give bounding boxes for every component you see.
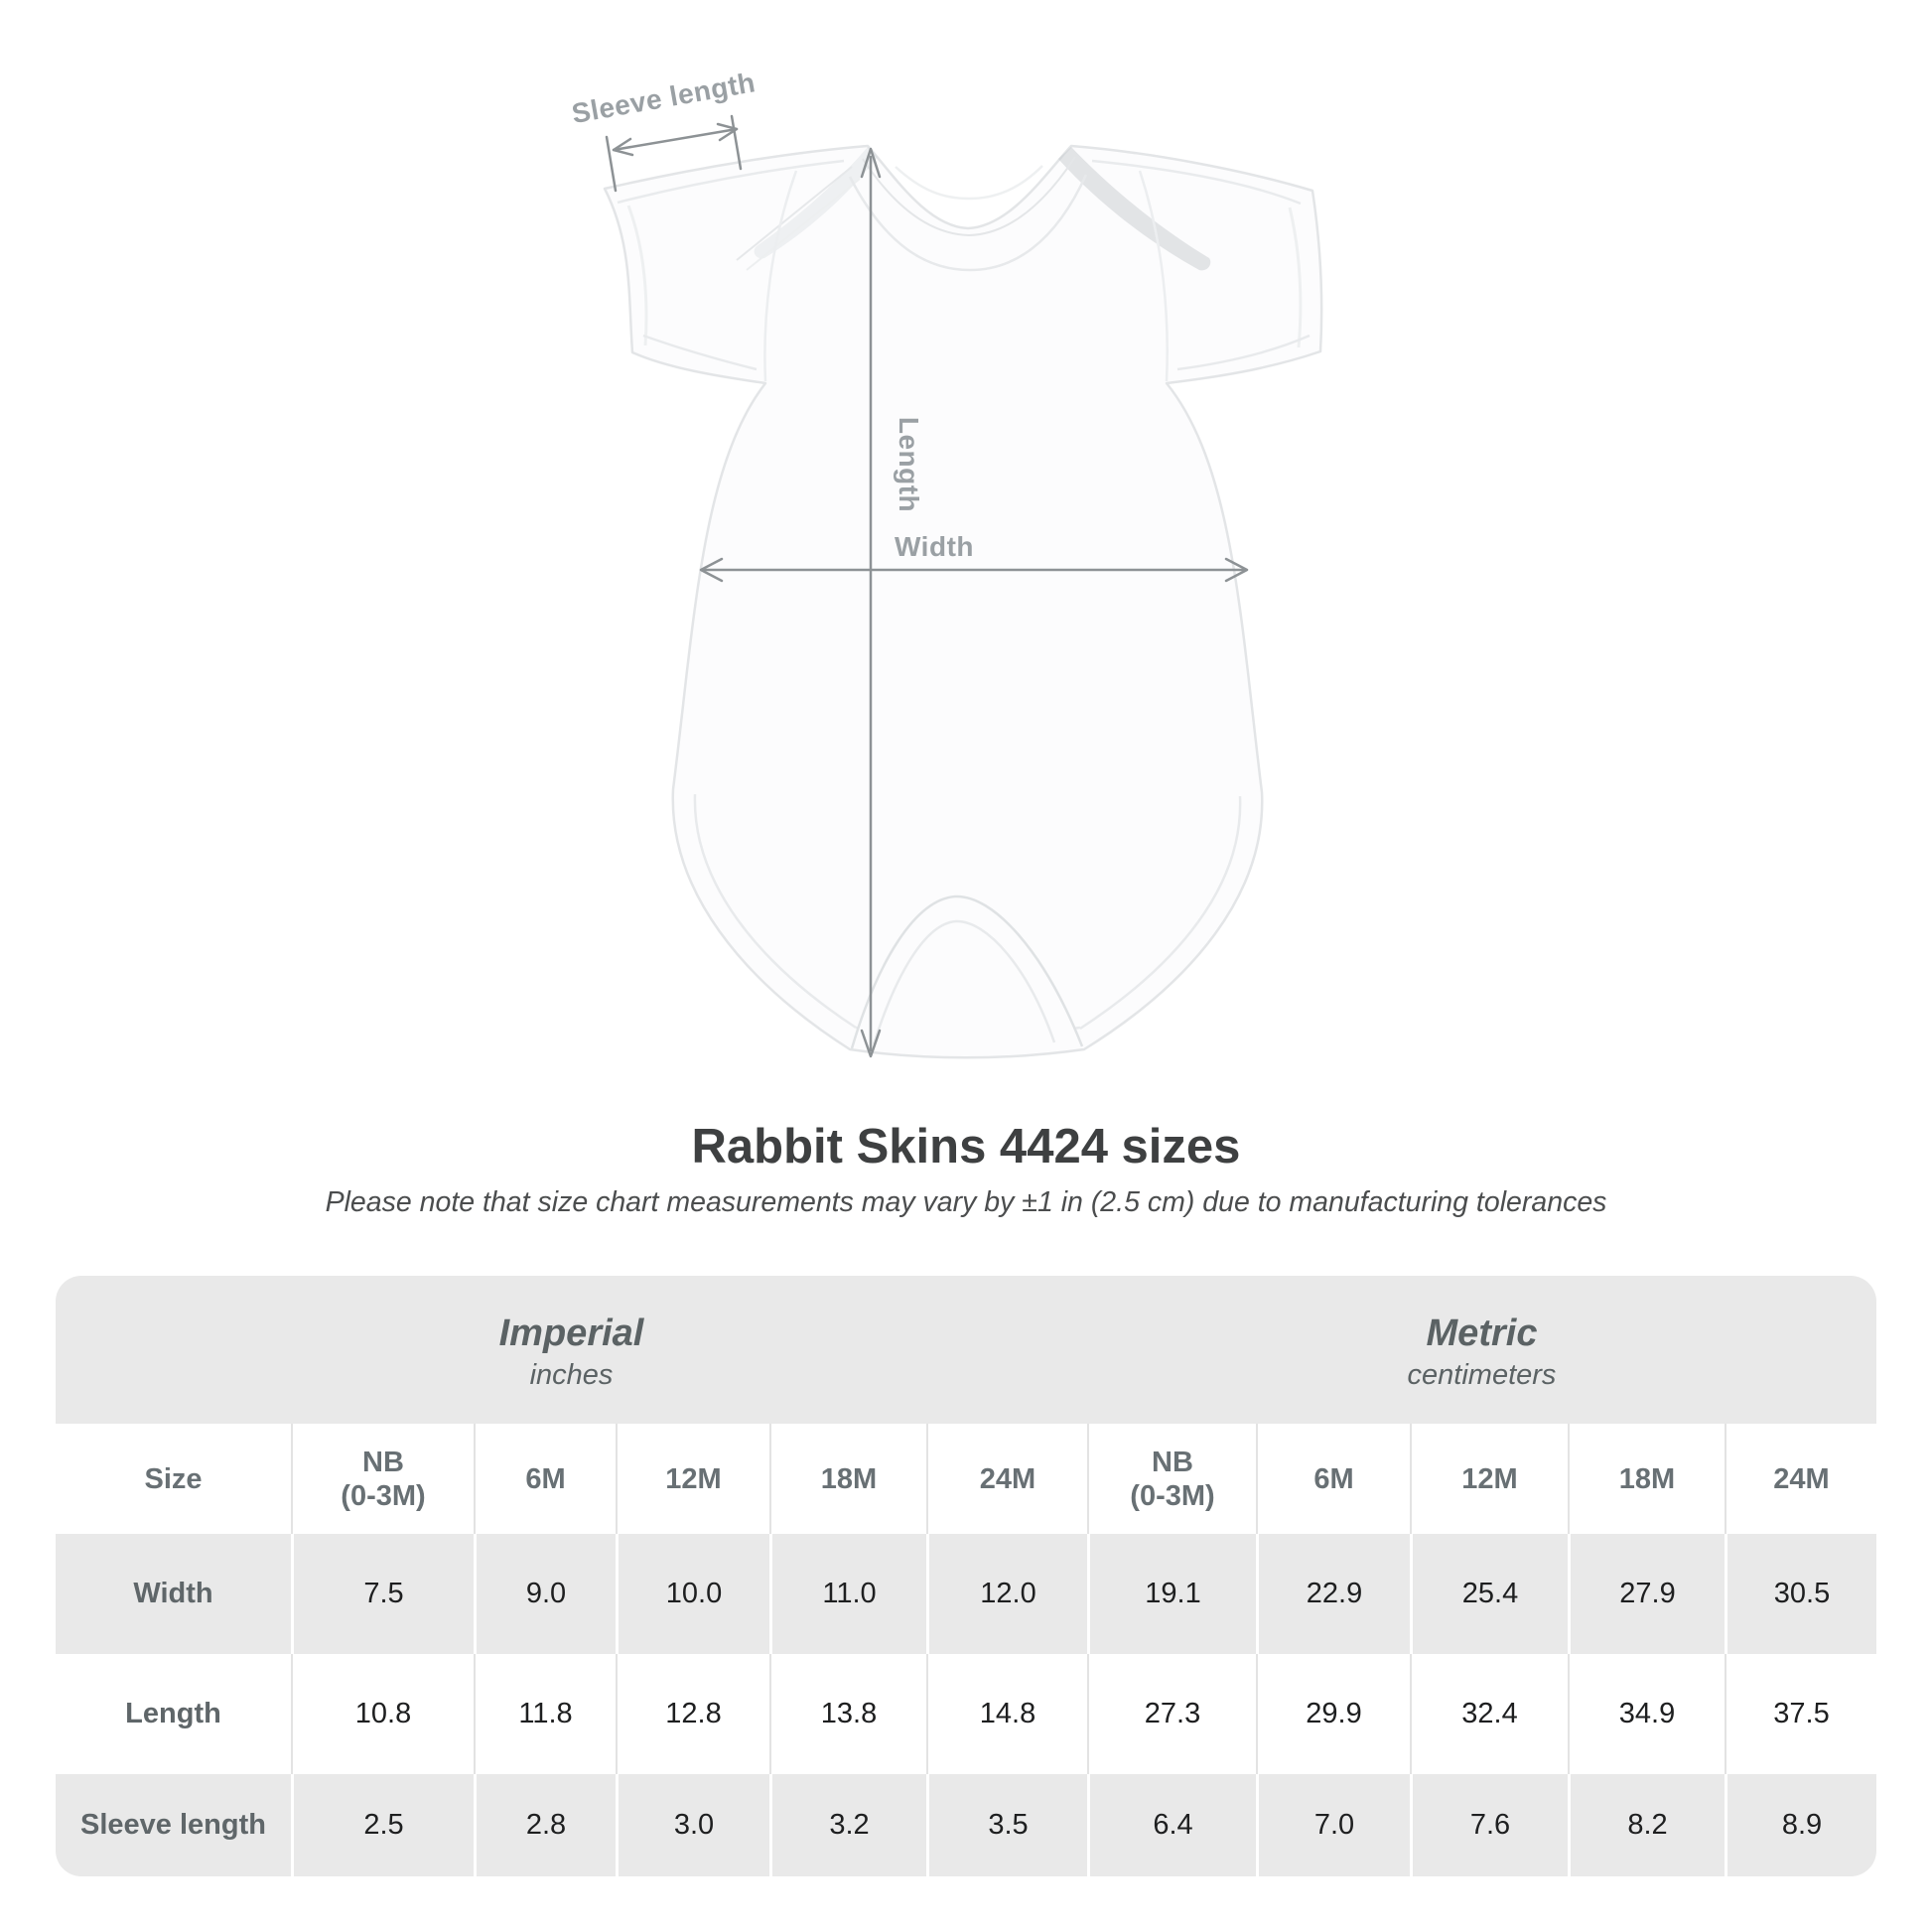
- table-cell: 25.4: [1410, 1534, 1568, 1654]
- row-label: Length: [125, 1698, 221, 1729]
- table-cell: 22.9: [1256, 1534, 1410, 1654]
- row-label: Sleeve length: [80, 1809, 266, 1841]
- table-cell: 10.0: [616, 1534, 769, 1654]
- table-cell: 7.5: [291, 1534, 474, 1654]
- sleeve-length-label: Sleeve length: [569, 67, 759, 130]
- metric-sublabel: centimeters: [1407, 1358, 1557, 1391]
- col-header: 12M: [1410, 1424, 1568, 1534]
- unit-group-metric: [1087, 1276, 1876, 1424]
- col-header: 24M: [1725, 1424, 1876, 1534]
- column-header-row: [56, 1424, 1876, 1534]
- table-cell: 27.9: [1568, 1534, 1725, 1654]
- unit-group-band: [56, 1276, 1876, 1424]
- table-cell: 32.4: [1410, 1654, 1568, 1774]
- table-row-sleeve-length: [56, 1774, 1876, 1876]
- table-cell: 34.9: [1568, 1654, 1725, 1774]
- table-cell: 2.5: [291, 1774, 474, 1876]
- table-cell: 37.5: [1725, 1654, 1876, 1774]
- col-header: 6M: [1256, 1424, 1410, 1534]
- table-row-length: [56, 1654, 1876, 1774]
- table-cell: 29.9: [1256, 1654, 1410, 1774]
- size-table: [56, 1276, 1876, 1876]
- table-cell: 11.8: [474, 1654, 616, 1774]
- table-cell: 6.4: [1087, 1774, 1256, 1876]
- table-cell: 14.8: [926, 1654, 1087, 1774]
- table-cell: 8.2: [1568, 1774, 1725, 1876]
- col-header: 12M: [616, 1424, 769, 1534]
- table-cell: 9.0: [474, 1534, 616, 1654]
- col-header: 18M: [769, 1424, 926, 1534]
- col-header: 24M: [926, 1424, 1087, 1534]
- table-cell: 12.8: [616, 1654, 769, 1774]
- col-header: 18M: [1568, 1424, 1725, 1534]
- table-row-width: [56, 1534, 1876, 1654]
- table-cell: 3.0: [616, 1774, 769, 1876]
- unit-group-imperial: [56, 1276, 1087, 1424]
- back-neck-arc: [896, 166, 1042, 199]
- col-header: NB (0-3M): [291, 1424, 474, 1534]
- width-label: Width: [895, 531, 974, 562]
- length-label: Length: [894, 416, 924, 513]
- table-cell: 7.0: [1256, 1774, 1410, 1876]
- imperial-sublabel: inches: [529, 1358, 614, 1391]
- page-title: Rabbit Skins 4424 sizes: [691, 1120, 1241, 1173]
- table-cell: 12.0: [926, 1534, 1087, 1654]
- table-cell: 7.6: [1410, 1774, 1568, 1876]
- table-cell: 11.0: [769, 1534, 926, 1654]
- row-label: Width: [133, 1578, 213, 1609]
- table-cell: 8.9: [1725, 1774, 1876, 1876]
- bodysuit-graphic: [605, 146, 1321, 1057]
- table-cell: 19.1: [1087, 1534, 1256, 1654]
- table-cell: 10.8: [291, 1654, 474, 1774]
- size-column-header: Size: [144, 1462, 203, 1495]
- tolerance-note: Please note that size chart measurements may vary by ±1 in (2.5 cm) due to manufacturing tolerances: [325, 1186, 1607, 1218]
- imperial-label: Imperial: [498, 1311, 644, 1354]
- col-header: 6M: [474, 1424, 616, 1534]
- table-cell: 30.5: [1725, 1534, 1876, 1654]
- table-cell: 13.8: [769, 1654, 926, 1774]
- col-header: NB (0-3M): [1087, 1424, 1256, 1534]
- metric-label: Metric: [1426, 1311, 1538, 1354]
- caption-block: [0, 1120, 1932, 1219]
- table-cell: 3.5: [926, 1774, 1087, 1876]
- table-cell: 3.2: [769, 1774, 926, 1876]
- table-cell: 27.3: [1087, 1654, 1256, 1774]
- table-cell: 2.8: [474, 1774, 616, 1876]
